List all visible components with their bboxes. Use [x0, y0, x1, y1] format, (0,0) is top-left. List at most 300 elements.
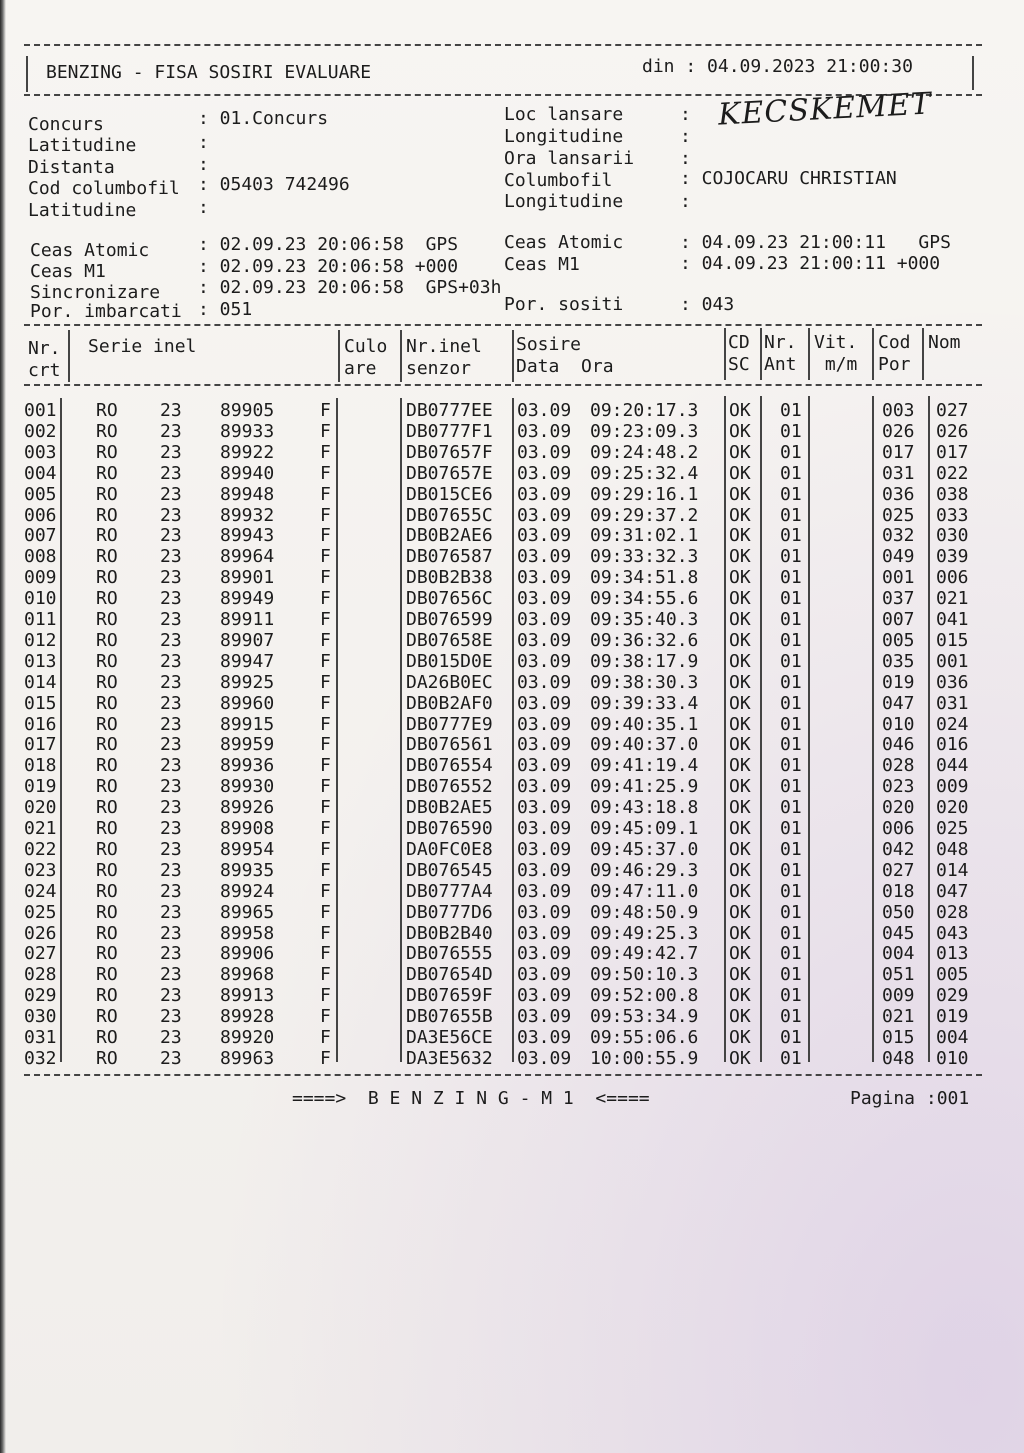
footer-benzing-m1: ====> B E N Z I N G - M 1 <====	[292, 1088, 650, 1109]
row-antenna: 01	[780, 1006, 802, 1028]
table-row	[24, 902, 984, 923]
row-arrival-date: 03.09	[517, 818, 572, 839]
row-cod-por: 020	[882, 797, 915, 819]
row-nom: 043	[936, 922, 969, 944]
row-cd-sc: OK	[729, 546, 751, 568]
row-antenna: 01	[780, 901, 802, 923]
row-year: 23	[160, 588, 182, 610]
clock-label-ceas-m1-end: Ceas M1	[504, 254, 580, 275]
col-header-senzor: Nr.inel senzor	[406, 336, 482, 379]
row-country: RO	[96, 441, 118, 463]
row-country: RO	[96, 546, 118, 568]
row-nr: 026	[24, 922, 57, 944]
row-year: 23	[160, 567, 182, 589]
info-label-loc-lansare: Loc lansare	[504, 104, 624, 125]
row-cd-sc: OK	[729, 755, 751, 777]
row-cod-por: 037	[882, 588, 915, 610]
row-arrival-time: 09:46:29.3	[590, 859, 699, 881]
row-year: 23	[160, 546, 182, 568]
row-country: RO	[96, 588, 118, 610]
row-cd-sc: OK	[729, 525, 751, 547]
row-arrival-date: 03.09	[517, 441, 572, 463]
row-arrival-date: 03.09	[517, 1047, 572, 1069]
row-sex: F	[320, 588, 331, 610]
row-cod-por: 003	[882, 400, 915, 421]
row-nom: 004	[936, 1027, 969, 1048]
row-sex: F	[320, 1027, 331, 1048]
col-separator	[808, 328, 810, 380]
row-year: 23	[160, 650, 182, 672]
row-arrival-date: 03.09	[517, 1006, 572, 1028]
row-nom: 030	[936, 525, 969, 547]
row-nr: 029	[24, 985, 57, 1007]
info-label-latitudine-2: Latitudine	[28, 200, 137, 221]
row-year: 23	[160, 1027, 182, 1048]
row-antenna: 01	[780, 504, 802, 526]
row-sensor-ring: DA0FC0E8	[406, 838, 493, 860]
row-arrival-date: 03.09	[517, 776, 572, 798]
table-row	[24, 860, 984, 881]
row-cod-por: 026	[882, 420, 915, 442]
col-header-nr-crt: Nr. crt	[28, 338, 61, 381]
row-country: RO	[96, 734, 118, 756]
row-nom: 006	[936, 567, 969, 589]
row-arrival-time: 09:31:02.1	[590, 525, 699, 547]
row-nr: 011	[24, 609, 57, 630]
row-ring-number: 89922	[220, 441, 275, 463]
row-ring-number: 89915	[220, 713, 275, 735]
row-sensor-ring: DB07659F	[406, 985, 493, 1007]
row-year: 23	[160, 797, 182, 819]
row-nom: 015	[936, 629, 969, 651]
row-cd-sc: OK	[729, 609, 751, 630]
row-nom: 028	[936, 901, 969, 923]
col-separator	[724, 328, 726, 380]
row-antenna: 01	[780, 859, 802, 881]
row-nr: 025	[24, 901, 57, 923]
row-cd-sc: OK	[729, 734, 751, 756]
row-year: 23	[160, 420, 182, 442]
row-sensor-ring: DB07656C	[406, 588, 493, 610]
table-row	[24, 651, 984, 672]
row-arrival-time: 09:48:50.9	[590, 901, 699, 923]
row-sex: F	[320, 943, 331, 965]
row-country: RO	[96, 797, 118, 819]
row-antenna: 01	[780, 671, 802, 693]
row-arrival-time: 09:23:09.3	[590, 420, 699, 442]
row-nom: 010	[936, 1047, 969, 1069]
row-country: RO	[96, 504, 118, 526]
clock-label-sincronizare: Sincronizare	[30, 282, 161, 303]
row-nom: 025	[936, 818, 969, 839]
row-cod-por: 010	[882, 713, 915, 735]
row-nom: 017	[936, 441, 969, 463]
row-nom: 020	[936, 797, 969, 819]
row-sensor-ring: DB0777EE	[406, 400, 493, 421]
row-year: 23	[160, 525, 182, 547]
row-antenna: 01	[780, 483, 802, 505]
row-ring-number: 89965	[220, 901, 275, 923]
table-row	[24, 923, 984, 944]
row-year: 23	[160, 880, 182, 902]
row-country: RO	[96, 838, 118, 860]
row-arrival-time: 09:38:30.3	[590, 671, 699, 693]
table-row	[24, 964, 984, 985]
row-sex: F	[320, 922, 331, 944]
table-row	[24, 714, 984, 735]
col-header-cdsc: CD SC	[728, 332, 750, 375]
row-year: 23	[160, 922, 182, 944]
row-arrival-date: 03.09	[517, 567, 572, 589]
row-ring-number: 89905	[220, 400, 275, 421]
row-nom: 029	[936, 985, 969, 1007]
row-arrival-date: 03.09	[517, 588, 572, 610]
row-sensor-ring: DB076545	[406, 859, 493, 881]
row-nom: 038	[936, 483, 969, 505]
row-country: RO	[96, 650, 118, 672]
row-cod-por: 004	[882, 943, 915, 965]
row-arrival-time: 09:20:17.3	[590, 400, 699, 421]
row-sex: F	[320, 441, 331, 463]
row-cd-sc: OK	[729, 588, 751, 610]
row-arrival-time: 09:52:00.8	[590, 985, 699, 1007]
row-antenna: 01	[780, 546, 802, 568]
row-country: RO	[96, 713, 118, 735]
clock-value-ceas-atomic-start: : 02.09.23 20:06:58 GPS	[198, 234, 459, 255]
col-header-serie-inel: Serie inel	[88, 336, 197, 357]
row-ring-number: 89940	[220, 462, 275, 484]
row-nr: 021	[24, 818, 57, 839]
row-sensor-ring: DB07654D	[406, 964, 493, 986]
row-cod-por: 036	[882, 483, 915, 505]
row-arrival-time: 09:29:37.2	[590, 504, 699, 526]
row-antenna: 01	[780, 1027, 802, 1048]
row-nom: 047	[936, 880, 969, 902]
info-value-longitudine-2: :	[680, 191, 691, 212]
row-nr: 030	[24, 1006, 57, 1028]
row-cd-sc: OK	[729, 1047, 751, 1069]
row-ring-number: 89949	[220, 588, 275, 610]
row-ring-number: 89958	[220, 922, 275, 944]
row-cod-por: 048	[882, 1047, 915, 1069]
row-arrival-date: 03.09	[517, 964, 572, 986]
table-row	[24, 1027, 984, 1048]
row-country: RO	[96, 880, 118, 902]
row-nr: 012	[24, 629, 57, 651]
row-cod-por: 015	[882, 1027, 915, 1048]
row-arrival-date: 03.09	[517, 692, 572, 714]
table-row	[24, 505, 984, 526]
row-arrival-date: 03.09	[517, 713, 572, 735]
row-year: 23	[160, 901, 182, 923]
row-sex: F	[320, 609, 331, 630]
row-ring-number: 89947	[220, 650, 275, 672]
table-row	[24, 881, 984, 902]
paper-edge-shadow	[0, 0, 6, 1453]
row-antenna: 01	[780, 922, 802, 944]
row-antenna: 01	[780, 838, 802, 860]
row-nr: 009	[24, 567, 57, 589]
table-row	[24, 734, 984, 755]
row-cod-por: 042	[882, 838, 915, 860]
row-nr: 002	[24, 420, 57, 442]
row-arrival-time: 09:49:42.7	[590, 943, 699, 965]
row-cd-sc: OK	[729, 713, 751, 735]
row-arrival-time: 09:25:32.4	[590, 462, 699, 484]
table-row	[24, 943, 984, 964]
row-ring-number: 89925	[220, 671, 275, 693]
row-nom: 021	[936, 588, 969, 610]
row-sex: F	[320, 525, 331, 547]
row-nr: 028	[24, 964, 57, 986]
row-antenna: 01	[780, 609, 802, 630]
row-nr: 018	[24, 755, 57, 777]
row-cd-sc: OK	[729, 1027, 751, 1048]
row-sex: F	[320, 420, 331, 442]
row-country: RO	[96, 692, 118, 714]
row-cd-sc: OK	[729, 420, 751, 442]
row-arrival-date: 03.09	[517, 504, 572, 526]
row-sex: F	[320, 859, 331, 881]
row-nr: 024	[24, 880, 57, 902]
row-sex: F	[320, 483, 331, 505]
row-antenna: 01	[780, 567, 802, 589]
row-sex: F	[320, 880, 331, 902]
info-value-distanta: :	[198, 154, 209, 175]
row-cod-por: 032	[882, 525, 915, 547]
row-ring-number: 89964	[220, 546, 275, 568]
row-nom: 027	[936, 400, 969, 421]
row-antenna: 01	[780, 818, 802, 839]
clock-value-sincronizare: : 02.09.23 20:06:58 GPS+03h	[198, 277, 502, 298]
row-arrival-date: 03.09	[517, 650, 572, 672]
row-year: 23	[160, 859, 182, 881]
row-cod-por: 051	[882, 964, 915, 986]
row-nom: 024	[936, 713, 969, 735]
row-ring-number: 89960	[220, 692, 275, 714]
table-row	[24, 755, 984, 776]
row-sensor-ring: DB0777D6	[406, 901, 493, 923]
row-country: RO	[96, 776, 118, 798]
info-label-ora-lansarii: Ora lansarii	[504, 148, 635, 169]
row-ring-number: 89930	[220, 776, 275, 798]
row-arrival-time: 09:34:51.8	[590, 567, 699, 589]
info-value-cod-columbofil: : 05403 742496	[198, 174, 350, 195]
row-cd-sc: OK	[729, 776, 751, 798]
report-date: din : 04.09.2023 21:00:30	[642, 56, 913, 77]
row-nr: 019	[24, 776, 57, 798]
table-row	[24, 525, 984, 546]
row-nr: 031	[24, 1027, 57, 1048]
row-cd-sc: OK	[729, 943, 751, 965]
info-value-latitudine: :	[198, 132, 209, 153]
info-value-latitudine-2: :	[198, 197, 209, 218]
table-row	[24, 484, 984, 505]
row-antenna: 01	[780, 441, 802, 463]
row-sensor-ring: DB015CE6	[406, 483, 493, 505]
row-antenna: 01	[780, 1047, 802, 1069]
row-sensor-ring: DB076590	[406, 818, 493, 839]
row-antenna: 01	[780, 525, 802, 547]
row-antenna: 01	[780, 400, 802, 421]
row-sensor-ring: DB015D0E	[406, 650, 493, 672]
table-row	[24, 776, 984, 797]
row-ring-number: 89935	[220, 859, 275, 881]
row-arrival-time: 09:55:06.6	[590, 1027, 699, 1048]
row-ring-number: 89908	[220, 818, 275, 839]
row-nr: 006	[24, 504, 57, 526]
row-country: RO	[96, 462, 118, 484]
row-country: RO	[96, 483, 118, 505]
row-sex: F	[320, 567, 331, 589]
row-country: RO	[96, 985, 118, 1007]
row-sensor-ring: DB0777E9	[406, 713, 493, 735]
row-cd-sc: OK	[729, 629, 751, 651]
row-sex: F	[320, 734, 331, 756]
row-cd-sc: OK	[729, 441, 751, 463]
row-cod-por: 031	[882, 462, 915, 484]
row-year: 23	[160, 1006, 182, 1028]
row-nom: 016	[936, 734, 969, 756]
info-value-concurs: : 01.Concurs	[198, 108, 329, 129]
row-arrival-time: 09:41:25.9	[590, 776, 699, 798]
info-value-loc-lansare: :	[680, 104, 691, 125]
row-cod-por: 005	[882, 629, 915, 651]
row-cd-sc: OK	[729, 462, 751, 484]
row-year: 23	[160, 713, 182, 735]
row-sensor-ring: DB0B2B38	[406, 567, 493, 589]
row-nr: 023	[24, 859, 57, 881]
row-nom: 005	[936, 964, 969, 986]
table-row	[24, 442, 984, 463]
row-country: RO	[96, 420, 118, 442]
row-ring-number: 89924	[220, 880, 275, 902]
row-ring-number: 89901	[220, 567, 275, 589]
row-cd-sc: OK	[729, 400, 751, 421]
row-year: 23	[160, 504, 182, 526]
row-antenna: 01	[780, 880, 802, 902]
row-sensor-ring: DB076552	[406, 776, 493, 798]
row-arrival-date: 03.09	[517, 943, 572, 965]
row-sensor-ring: DB0B2AF0	[406, 692, 493, 714]
row-ring-number: 89943	[220, 525, 275, 547]
title-left-bar	[26, 56, 28, 92]
row-arrival-time: 09:24:48.2	[590, 441, 699, 463]
row-ring-number: 89954	[220, 838, 275, 860]
row-sex: F	[320, 1047, 331, 1069]
col-header-sosire: Sosire Data Ora	[516, 334, 614, 377]
row-ring-number: 89913	[220, 985, 275, 1007]
table-row	[24, 672, 984, 693]
row-nom: 033	[936, 504, 969, 526]
row-cod-por: 006	[882, 818, 915, 839]
row-year: 23	[160, 441, 182, 463]
table-row	[24, 693, 984, 714]
col-header-vit: Vit. m/m	[814, 332, 858, 375]
row-country: RO	[96, 671, 118, 693]
row-year: 23	[160, 985, 182, 1007]
row-nom: 031	[936, 692, 969, 714]
row-nr: 013	[24, 650, 57, 672]
col-header-nom: Nom	[928, 332, 961, 353]
row-sensor-ring: DB076587	[406, 546, 493, 568]
info-label-columbofil: Columbofil	[504, 170, 613, 191]
row-arrival-time: 10:00:55.9	[590, 1047, 699, 1069]
handwritten-location: KECSKEMET	[717, 86, 933, 133]
row-cod-por: 017	[882, 441, 915, 463]
row-cod-por: 023	[882, 776, 915, 798]
row-ring-number: 89926	[220, 797, 275, 819]
row-sensor-ring: DA3E56CE	[406, 1027, 493, 1048]
row-year: 23	[160, 755, 182, 777]
row-sex: F	[320, 985, 331, 1007]
row-cd-sc: OK	[729, 483, 751, 505]
row-arrival-date: 03.09	[517, 901, 572, 923]
table-row	[24, 985, 984, 1006]
row-arrival-time: 09:49:25.3	[590, 922, 699, 944]
row-year: 23	[160, 1047, 182, 1069]
table-row	[24, 1048, 984, 1069]
row-arrival-date: 03.09	[517, 859, 572, 881]
row-cod-por: 050	[882, 901, 915, 923]
table-row	[24, 546, 984, 567]
info-label-cod-columbofil: Cod columbofil	[28, 178, 180, 199]
row-sex: F	[320, 964, 331, 986]
table-row	[24, 463, 984, 484]
row-arrival-time: 09:53:34.9	[590, 1006, 699, 1028]
row-nr: 027	[24, 943, 57, 965]
info-value-columbofil: : COJOCARU CHRISTIAN	[680, 168, 897, 189]
row-sensor-ring: DB076554	[406, 755, 493, 777]
clock-value-por-imbarcati: : 051	[198, 299, 253, 320]
clock-label-por-imbarcati: Por. imbarcati	[30, 301, 182, 322]
row-arrival-date: 03.09	[517, 400, 572, 421]
row-year: 23	[160, 838, 182, 860]
col-separator	[922, 328, 924, 380]
row-antenna: 01	[780, 588, 802, 610]
row-arrival-date: 03.09	[517, 462, 572, 484]
row-ring-number: 89907	[220, 629, 275, 651]
row-arrival-time: 09:45:09.1	[590, 818, 699, 839]
row-year: 23	[160, 462, 182, 484]
row-arrival-date: 03.09	[517, 609, 572, 630]
row-cod-por: 018	[882, 880, 915, 902]
row-sensor-ring: DB07655B	[406, 1006, 493, 1028]
info-label-longitudine: Longitudine	[504, 126, 624, 147]
row-nom: 026	[936, 420, 969, 442]
row-sensor-ring: DB07657E	[406, 462, 493, 484]
row-year: 23	[160, 400, 182, 421]
row-nr: 015	[24, 692, 57, 714]
row-cd-sc: OK	[729, 1006, 751, 1028]
row-arrival-time: 09:39:33.4	[590, 692, 699, 714]
row-arrival-date: 03.09	[517, 838, 572, 860]
row-sex: F	[320, 1006, 331, 1028]
row-sex: F	[320, 713, 331, 735]
row-cd-sc: OK	[729, 692, 751, 714]
footer-page-number: Pagina :001	[850, 1088, 970, 1109]
table-row	[24, 839, 984, 860]
row-antenna: 01	[780, 964, 802, 986]
row-country: RO	[96, 901, 118, 923]
row-nom: 001	[936, 650, 969, 672]
row-country: RO	[96, 943, 118, 965]
row-cd-sc: OK	[729, 922, 751, 944]
row-nom: 048	[936, 838, 969, 860]
info-label-distanta: Distanta	[28, 157, 115, 178]
row-sex: F	[320, 901, 331, 923]
row-cd-sc: OK	[729, 650, 751, 672]
